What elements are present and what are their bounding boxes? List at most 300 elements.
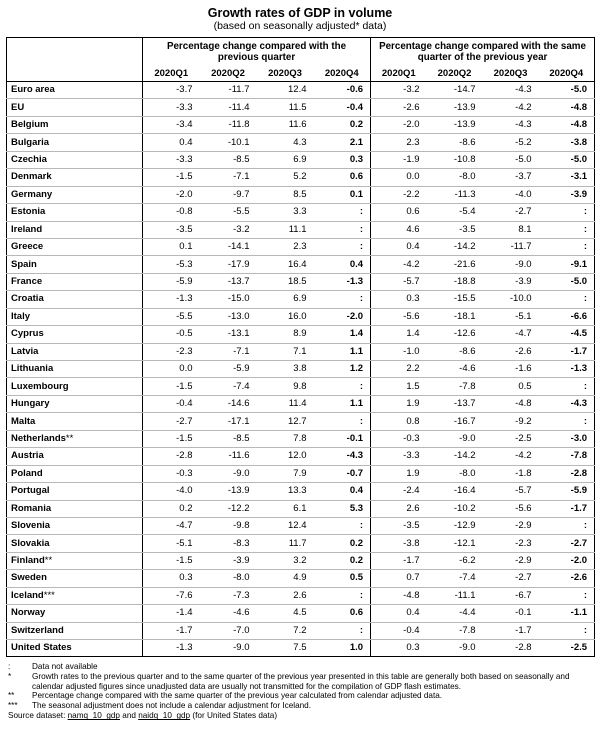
country-name bbox=[7, 465, 143, 482]
yoy-value: -4.6 bbox=[427, 361, 483, 378]
yoy-value: -2.8 bbox=[483, 640, 539, 657]
yoy-value: -11.7 bbox=[483, 238, 539, 255]
qoq-value: 12.4 bbox=[257, 517, 314, 534]
footnote-symbol: * bbox=[8, 672, 12, 682]
yoy-value: -2.8 bbox=[539, 465, 595, 482]
qoq-value: -7.1 bbox=[200, 169, 257, 186]
qoq-value: 9.8 bbox=[257, 378, 314, 395]
qoq-value: 1.0 bbox=[314, 640, 371, 657]
qoq-value: : bbox=[314, 204, 371, 221]
quarter-header: 2020Q3 bbox=[483, 66, 539, 82]
qoq-value: : bbox=[314, 221, 371, 238]
quarter-header: 2020Q4 bbox=[314, 66, 371, 82]
qoq-value: 6.1 bbox=[257, 500, 314, 517]
qoq-value: 12.4 bbox=[257, 82, 314, 99]
qoq-value: -2.8 bbox=[143, 448, 200, 465]
table-row bbox=[7, 430, 595, 447]
yoy-value: -2.7 bbox=[483, 570, 539, 587]
table-row bbox=[7, 186, 595, 203]
yoy-value: -3.1 bbox=[539, 169, 595, 186]
yoy-value: -2.6 bbox=[371, 99, 427, 116]
yoy-value: -3.8 bbox=[539, 134, 595, 151]
qoq-value: -12.2 bbox=[200, 500, 257, 517]
qoq-value: -7.3 bbox=[200, 587, 257, 604]
country-name bbox=[7, 221, 143, 238]
table-row bbox=[7, 413, 595, 430]
footnote bbox=[8, 672, 592, 691]
qoq-value: -5.9 bbox=[200, 361, 257, 378]
country-name bbox=[7, 413, 143, 430]
qoq-value: 0.2 bbox=[314, 535, 371, 552]
country-label: Belgium bbox=[11, 119, 49, 131]
country-label: Spain bbox=[11, 258, 37, 270]
qoq-value: : bbox=[314, 517, 371, 534]
qoq-value: -0.5 bbox=[143, 326, 200, 343]
yoy-value: -2.7 bbox=[483, 204, 539, 221]
table-row bbox=[7, 273, 595, 290]
footnote-text: Percentage change compared with the same quarter of the previous year calculated from calendar adjusted data. bbox=[32, 691, 443, 701]
footnote-text: Growth rates to the previous quarter and to the same quarter of the previous year presented in this table are generally both based on seasonally and calendar adjusted figures since unadjusted data are usually not transmitted for the compilation of GDP flash estimates. bbox=[32, 672, 570, 691]
qoq-value: -2.0 bbox=[143, 186, 200, 203]
qoq-value: 1.4 bbox=[314, 326, 371, 343]
country-name bbox=[7, 151, 143, 168]
table-row bbox=[7, 448, 595, 465]
yoy-value: -8.0 bbox=[427, 465, 483, 482]
qoq-value: -0.4 bbox=[143, 395, 200, 412]
yoy-value: -9.0 bbox=[483, 256, 539, 273]
yoy-value: -9.0 bbox=[427, 430, 483, 447]
table-row bbox=[7, 308, 595, 325]
yoy-value: 8.1 bbox=[483, 221, 539, 238]
qoq-value: -5.9 bbox=[143, 273, 200, 290]
yoy-value: -2.3 bbox=[483, 535, 539, 552]
qoq-value: -11.7 bbox=[200, 82, 257, 99]
yoy-value: -7.4 bbox=[427, 570, 483, 587]
yoy-value: -1.6 bbox=[483, 361, 539, 378]
qoq-value: -9.8 bbox=[200, 517, 257, 534]
yoy-value: -2.2 bbox=[371, 186, 427, 203]
qoq-value: 16.4 bbox=[257, 256, 314, 273]
qoq-value: 0.2 bbox=[314, 116, 371, 133]
qoq-value: 7.1 bbox=[257, 343, 314, 360]
yoy-value: -4.2 bbox=[483, 448, 539, 465]
table-row bbox=[7, 256, 595, 273]
country-name bbox=[7, 343, 143, 360]
country-label: Netherlands bbox=[11, 432, 66, 444]
yoy-value: -4.8 bbox=[371, 587, 427, 604]
qoq-value: -0.8 bbox=[143, 204, 200, 221]
yoy-value: -1.0 bbox=[371, 343, 427, 360]
qoq-value: -8.3 bbox=[200, 535, 257, 552]
country-label: Switzerland bbox=[11, 624, 64, 636]
country-name bbox=[7, 378, 143, 395]
source-link-naidq[interactable]: naidq_10_gdp bbox=[138, 711, 191, 721]
table-row bbox=[7, 500, 595, 517]
yoy-value: -2.0 bbox=[539, 552, 595, 569]
country-name bbox=[7, 605, 143, 622]
country-label: Croatia bbox=[11, 293, 44, 305]
country-header bbox=[7, 66, 143, 82]
table-row bbox=[7, 326, 595, 343]
country-label: Slovenia bbox=[11, 520, 51, 532]
qoq-value: -11.6 bbox=[200, 448, 257, 465]
qoq-value: : bbox=[314, 622, 371, 639]
qoq-value: -9.7 bbox=[200, 186, 257, 203]
yoy-value: -3.7 bbox=[483, 169, 539, 186]
yoy-value: -5.9 bbox=[539, 483, 595, 500]
yoy-value: -12.9 bbox=[427, 517, 483, 534]
yoy-value: 0.6 bbox=[371, 204, 427, 221]
country-label: Ireland bbox=[11, 223, 43, 235]
qoq-value: 0.4 bbox=[143, 134, 200, 151]
yoy-value: : bbox=[539, 204, 595, 221]
yoy-value: -5.0 bbox=[539, 273, 595, 290]
qoq-value: 3.2 bbox=[257, 552, 314, 569]
qoq-value: : bbox=[314, 413, 371, 430]
yoy-value: -4.8 bbox=[539, 116, 595, 133]
yoy-value: -2.0 bbox=[371, 116, 427, 133]
yoy-value: -21.6 bbox=[427, 256, 483, 273]
qoq-value: -8.5 bbox=[200, 151, 257, 168]
yoy-value: : bbox=[539, 622, 595, 639]
yoy-value: -4.2 bbox=[483, 99, 539, 116]
qoq-value: 0.4 bbox=[314, 256, 371, 273]
qoq-value: -3.4 bbox=[143, 116, 200, 133]
qoq-value: 3.3 bbox=[257, 204, 314, 221]
quarter-header: 2020Q4 bbox=[539, 66, 595, 82]
yoy-value: -0.4 bbox=[371, 622, 427, 639]
quarter-header: 2020Q2 bbox=[200, 66, 257, 82]
qoq-value: 2.3 bbox=[257, 238, 314, 255]
qoq-value: 7.8 bbox=[257, 430, 314, 447]
yoy-value: -9.1 bbox=[539, 256, 595, 273]
yoy-value: -4.3 bbox=[539, 395, 595, 412]
qoq-value: -15.0 bbox=[200, 291, 257, 308]
qoq-value: -0.4 bbox=[314, 99, 371, 116]
qoq-value: 12.0 bbox=[257, 448, 314, 465]
page-subtitle: (based on seasonally adjusted* data) bbox=[213, 20, 387, 32]
yoy-value: -8.6 bbox=[427, 134, 483, 151]
table-row bbox=[7, 587, 595, 604]
qoq-value: -7.4 bbox=[200, 378, 257, 395]
country-name bbox=[7, 204, 143, 221]
qoq-value: 0.5 bbox=[314, 570, 371, 587]
country-label: Germany bbox=[11, 188, 53, 200]
footnote-marker: ** bbox=[44, 555, 53, 567]
qoq-value: -3.5 bbox=[143, 221, 200, 238]
table-row bbox=[7, 552, 595, 569]
yoy-value: -12.6 bbox=[427, 326, 483, 343]
country-label: Bulgaria bbox=[11, 136, 50, 148]
yoy-value: -4.3 bbox=[483, 82, 539, 99]
qoq-value: 4.3 bbox=[257, 134, 314, 151]
yoy-value: -4.8 bbox=[539, 99, 595, 116]
qoq-value: : bbox=[314, 378, 371, 395]
table-row bbox=[7, 169, 595, 186]
yoy-value: : bbox=[539, 221, 595, 238]
gdp-table bbox=[6, 37, 595, 657]
qoq-value: 0.1 bbox=[143, 238, 200, 255]
footnote bbox=[8, 701, 592, 711]
yoy-value: -1.7 bbox=[483, 622, 539, 639]
qoq-value: 5.3 bbox=[314, 500, 371, 517]
qoq-value: -7.0 bbox=[200, 622, 257, 639]
qoq-value: -1.3 bbox=[143, 291, 200, 308]
country-name bbox=[7, 308, 143, 325]
qoq-value: -3.3 bbox=[143, 151, 200, 168]
country-name bbox=[7, 640, 143, 657]
qoq-value: 11.5 bbox=[257, 99, 314, 116]
qoq-value: 0.6 bbox=[314, 605, 371, 622]
country-name bbox=[7, 483, 143, 500]
qoq-value: -5.1 bbox=[143, 535, 200, 552]
country-name bbox=[7, 82, 143, 99]
table-row bbox=[7, 204, 595, 221]
qoq-value: -0.7 bbox=[314, 465, 371, 482]
table-row bbox=[7, 116, 595, 133]
country-name bbox=[7, 116, 143, 133]
qoq-value: -10.1 bbox=[200, 134, 257, 151]
qoq-value: 0.6 bbox=[314, 169, 371, 186]
qoq-value: 0.1 bbox=[314, 186, 371, 203]
quarter-header: 2020Q2 bbox=[427, 66, 483, 82]
table-row bbox=[7, 395, 595, 412]
country-label: Slovakia bbox=[11, 537, 50, 549]
footnote bbox=[8, 691, 592, 701]
yoy-value: -4.8 bbox=[483, 395, 539, 412]
country-label: EU bbox=[11, 101, 25, 113]
qoq-value: 8.5 bbox=[257, 186, 314, 203]
yoy-value: 4.6 bbox=[371, 221, 427, 238]
yoy-value: 1.9 bbox=[371, 465, 427, 482]
yoy-value: -5.6 bbox=[483, 500, 539, 517]
table-row bbox=[7, 343, 595, 360]
yoy-value: -6.7 bbox=[483, 587, 539, 604]
qoq-value: -1.5 bbox=[143, 552, 200, 569]
table-row bbox=[7, 535, 595, 552]
country-label: Italy bbox=[11, 310, 31, 322]
yoy-value: 0.3 bbox=[371, 640, 427, 657]
qoq-value: 0.2 bbox=[143, 500, 200, 517]
qoq-value: -4.6 bbox=[200, 605, 257, 622]
yoy-value: -10.8 bbox=[427, 151, 483, 168]
yoy-value: -4.7 bbox=[483, 326, 539, 343]
yoy-value: -5.7 bbox=[483, 483, 539, 500]
yoy-value: -1.9 bbox=[371, 151, 427, 168]
group-header-yoy: Percentage change compared with the same quarter of the previous year bbox=[371, 38, 595, 67]
table-row bbox=[7, 151, 595, 168]
yoy-value: -2.6 bbox=[539, 570, 595, 587]
qoq-value: -17.1 bbox=[200, 413, 257, 430]
yoy-value: -3.5 bbox=[371, 517, 427, 534]
yoy-value: 0.0 bbox=[371, 169, 427, 186]
footnote-symbol: : bbox=[8, 662, 11, 672]
footnote-marker: *** bbox=[43, 589, 55, 601]
country-name bbox=[7, 535, 143, 552]
country-name bbox=[7, 291, 143, 308]
qoq-value: 7.2 bbox=[257, 622, 314, 639]
qoq-value: -13.7 bbox=[200, 273, 257, 290]
qoq-value: -3.9 bbox=[200, 552, 257, 569]
yoy-value: -18.1 bbox=[427, 308, 483, 325]
qoq-value: 16.0 bbox=[257, 308, 314, 325]
table-row bbox=[7, 134, 595, 151]
yoy-value: -5.2 bbox=[483, 134, 539, 151]
country-label: Czechia bbox=[11, 153, 47, 165]
qoq-value: -3.2 bbox=[200, 221, 257, 238]
table-row bbox=[7, 483, 595, 500]
yoy-value: -5.7 bbox=[371, 273, 427, 290]
yoy-value: -2.9 bbox=[483, 552, 539, 569]
qoq-value: 7.5 bbox=[257, 640, 314, 657]
qoq-value: 0.3 bbox=[314, 151, 371, 168]
table-row bbox=[7, 378, 595, 395]
country-label: Euro area bbox=[11, 84, 55, 96]
table-row bbox=[7, 238, 595, 255]
qoq-value: 6.9 bbox=[257, 291, 314, 308]
qoq-value: 2.6 bbox=[257, 587, 314, 604]
footnote-text: Data not available bbox=[32, 662, 98, 672]
source-link-namq[interactable]: namq_10_gdp bbox=[67, 711, 120, 721]
yoy-value: 2.6 bbox=[371, 500, 427, 517]
yoy-value: -2.7 bbox=[539, 535, 595, 552]
country-label: Romania bbox=[11, 502, 52, 514]
yoy-value: -5.4 bbox=[427, 204, 483, 221]
qoq-value: 11.7 bbox=[257, 535, 314, 552]
yoy-value: 0.4 bbox=[371, 605, 427, 622]
footnote-marker: ** bbox=[65, 432, 74, 444]
yoy-value: -2.5 bbox=[483, 430, 539, 447]
yoy-value: -14.7 bbox=[427, 82, 483, 99]
yoy-value: 1.4 bbox=[371, 326, 427, 343]
yoy-value: -6.2 bbox=[427, 552, 483, 569]
qoq-value: -0.3 bbox=[143, 465, 200, 482]
yoy-value: 0.5 bbox=[483, 378, 539, 395]
qoq-value: -2.0 bbox=[314, 308, 371, 325]
qoq-value: -11.8 bbox=[200, 116, 257, 133]
table-row bbox=[7, 99, 595, 116]
yoy-value: -1.8 bbox=[483, 465, 539, 482]
source-prefix: Source dataset: bbox=[8, 711, 68, 721]
qoq-value: -1.5 bbox=[143, 169, 200, 186]
yoy-value: -1.7 bbox=[371, 552, 427, 569]
country-label: Austria bbox=[11, 450, 44, 462]
qoq-value: -9.0 bbox=[200, 640, 257, 657]
qoq-value: -8.5 bbox=[200, 430, 257, 447]
qoq-value: 12.7 bbox=[257, 413, 314, 430]
quarter-header: 2020Q3 bbox=[257, 66, 314, 82]
qoq-value: 0.3 bbox=[143, 570, 200, 587]
table-row bbox=[7, 82, 595, 99]
table-row bbox=[7, 291, 595, 308]
source-line bbox=[8, 711, 592, 721]
qoq-value: -3.7 bbox=[143, 82, 200, 99]
qoq-value: -9.0 bbox=[200, 465, 257, 482]
country-label: Malta bbox=[11, 415, 36, 427]
qoq-value: -14.6 bbox=[200, 395, 257, 412]
qoq-value: -13.1 bbox=[200, 326, 257, 343]
country-label: Iceland bbox=[11, 589, 44, 601]
yoy-value: 2.2 bbox=[371, 361, 427, 378]
country-name bbox=[7, 326, 143, 343]
yoy-value: -4.5 bbox=[539, 326, 595, 343]
yoy-value: -2.5 bbox=[539, 640, 595, 657]
yoy-value: -0.1 bbox=[483, 605, 539, 622]
qoq-value: 4.9 bbox=[257, 570, 314, 587]
country-label: Poland bbox=[11, 467, 43, 479]
yoy-value: 0.8 bbox=[371, 413, 427, 430]
country-label: Sweden bbox=[11, 572, 47, 584]
footnote-text: The seasonal adjustment does not include a calendar adjustment for Iceland. bbox=[32, 700, 312, 710]
table-row bbox=[7, 570, 595, 587]
yoy-value: -0.3 bbox=[371, 430, 427, 447]
country-label: France bbox=[11, 276, 43, 288]
yoy-value: : bbox=[539, 587, 595, 604]
yoy-value: : bbox=[539, 413, 595, 430]
yoy-value: -2.4 bbox=[371, 483, 427, 500]
country-name bbox=[7, 273, 143, 290]
yoy-value: : bbox=[539, 517, 595, 534]
yoy-value: -13.9 bbox=[427, 99, 483, 116]
qoq-value: -0.1 bbox=[314, 430, 371, 447]
qoq-value: 7.9 bbox=[257, 465, 314, 482]
country-label: Lithuania bbox=[11, 363, 54, 375]
yoy-value: -18.8 bbox=[427, 273, 483, 290]
qoq-value: -1.3 bbox=[143, 640, 200, 657]
qoq-value: -1.4 bbox=[143, 605, 200, 622]
qoq-value: 8.9 bbox=[257, 326, 314, 343]
qoq-value: -7.6 bbox=[143, 587, 200, 604]
table-row bbox=[7, 221, 595, 238]
yoy-value: -8.0 bbox=[427, 169, 483, 186]
country-name bbox=[7, 570, 143, 587]
qoq-value: : bbox=[314, 238, 371, 255]
yoy-value: -16.4 bbox=[427, 483, 483, 500]
yoy-value: -15.5 bbox=[427, 291, 483, 308]
yoy-value: 2.3 bbox=[371, 134, 427, 151]
yoy-value: : bbox=[539, 378, 595, 395]
yoy-value: -10.2 bbox=[427, 500, 483, 517]
yoy-value: : bbox=[539, 238, 595, 255]
country-name bbox=[7, 186, 143, 203]
country-label: Estonia bbox=[11, 206, 46, 218]
qoq-value: -5.5 bbox=[143, 308, 200, 325]
qoq-value: 11.4 bbox=[257, 395, 314, 412]
qoq-value: -7.1 bbox=[200, 343, 257, 360]
qoq-value: 1.1 bbox=[314, 395, 371, 412]
yoy-value: 0.7 bbox=[371, 570, 427, 587]
qoq-value: -13.0 bbox=[200, 308, 257, 325]
yoy-value: 0.3 bbox=[371, 291, 427, 308]
yoy-value: -14.2 bbox=[427, 238, 483, 255]
yoy-value: -4.2 bbox=[371, 256, 427, 273]
yoy-value: -11.3 bbox=[427, 186, 483, 203]
yoy-value: -9.0 bbox=[427, 640, 483, 657]
country-name bbox=[7, 238, 143, 255]
qoq-value: 0.0 bbox=[143, 361, 200, 378]
yoy-value: -5.0 bbox=[539, 151, 595, 168]
yoy-value: -3.9 bbox=[539, 186, 595, 203]
qoq-value: -17.9 bbox=[200, 256, 257, 273]
qoq-value: -13.9 bbox=[200, 483, 257, 500]
qoq-value: -14.1 bbox=[200, 238, 257, 255]
source-middle: and bbox=[119, 711, 139, 721]
country-name bbox=[7, 587, 143, 604]
qoq-value: -3.3 bbox=[143, 99, 200, 116]
yoy-value: -4.3 bbox=[483, 116, 539, 133]
yoy-value: -12.1 bbox=[427, 535, 483, 552]
qoq-value: 11.1 bbox=[257, 221, 314, 238]
